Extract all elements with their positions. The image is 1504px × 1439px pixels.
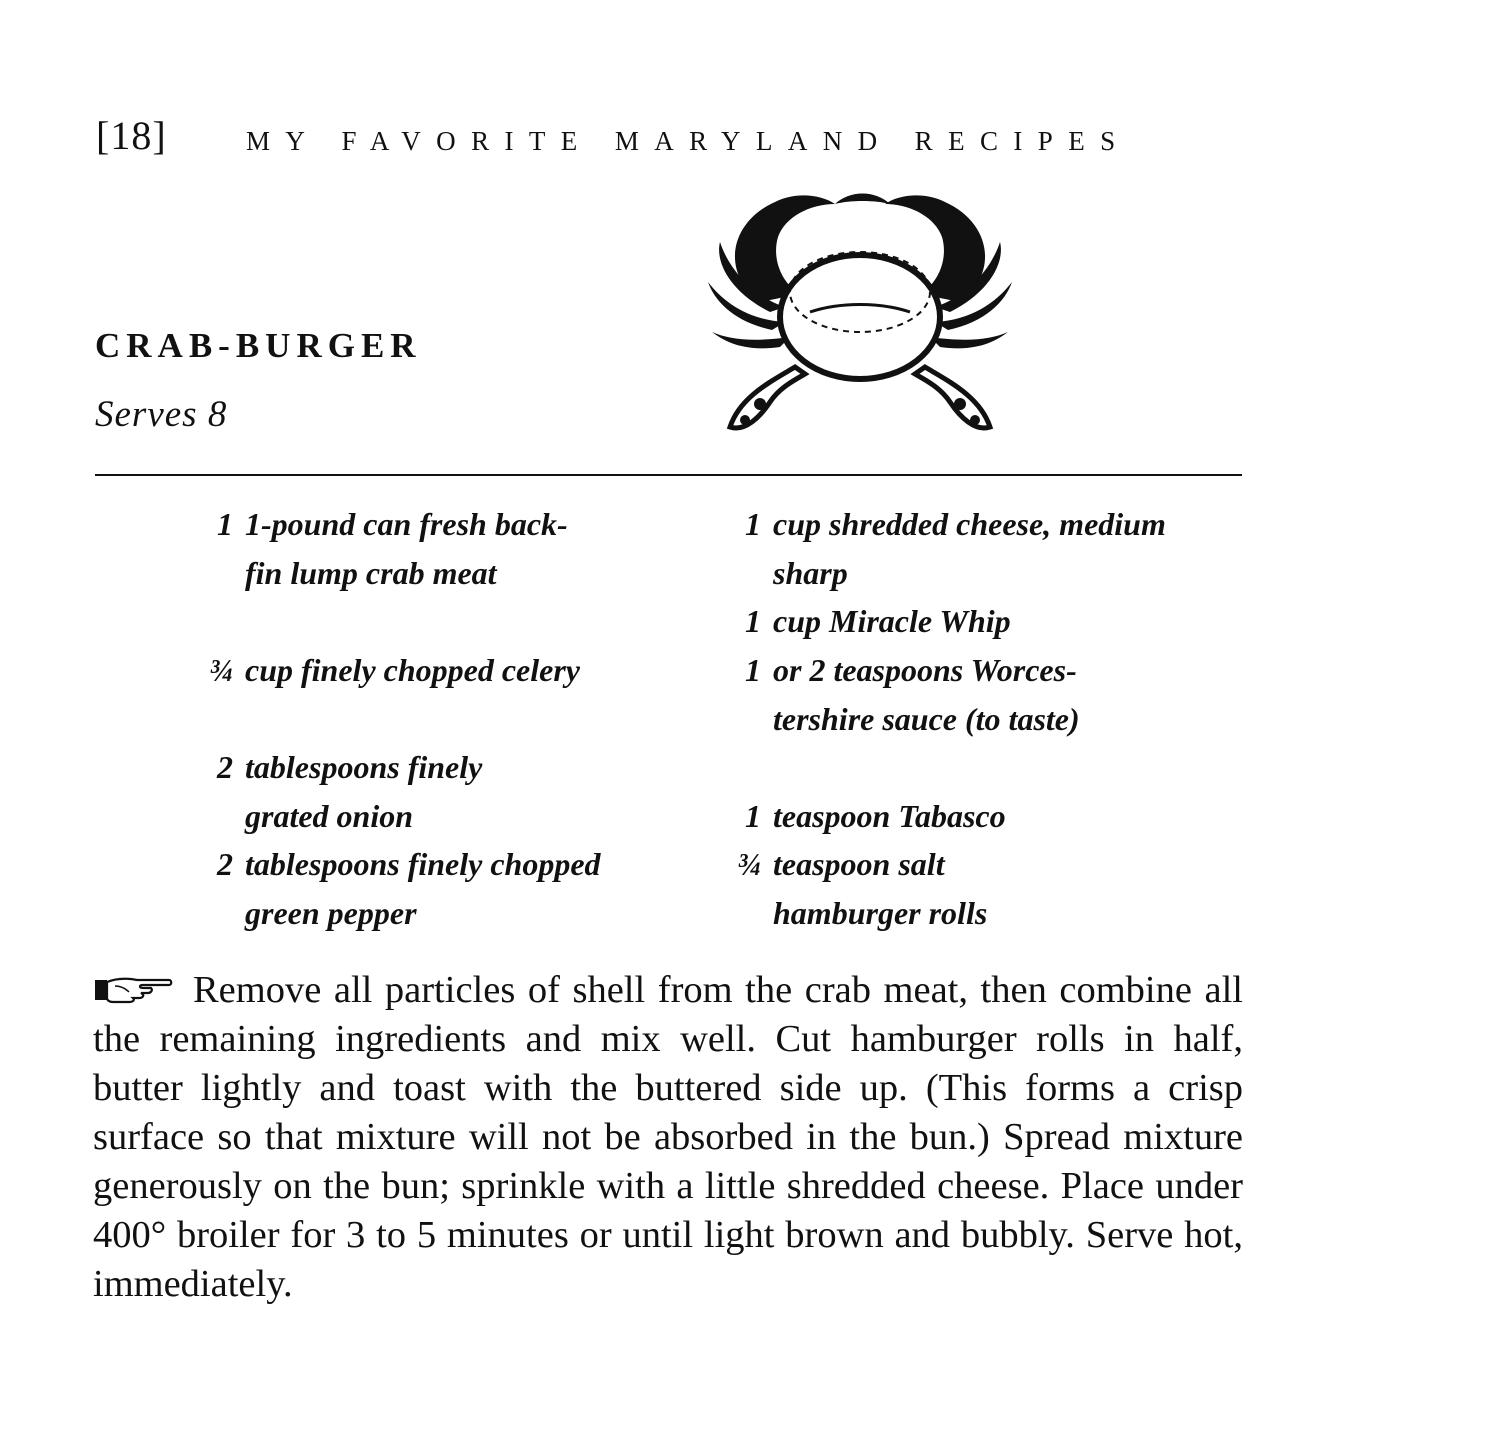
ingredient-text: tablespoons finely grated onion — [245, 749, 483, 834]
ingredient-qty: 1 — [745, 652, 761, 688]
ingredient-text: cup shredded cheese, medium sharp — [773, 506, 1166, 591]
instructions-text: Remove all particles of shell from the crab meat, then combine all the remaining ingredients and mix well. Cut hamburger rolls in half, butter lightly and toast with the buttered side up. (This forms a crisp surface so that mixture will not be absorbed in the bun.) Spread mixture generously on the bun; sprinkle with a little shredded cheese. Place under 400° broiler for 3 to 5 minutes or until light brown and bubbly. Serve hot, immediately. — [93, 969, 1243, 1305]
ingredient-text: tablespoons finely chopped green pepper — [245, 846, 601, 931]
ingredient-qty: 1 — [745, 798, 761, 834]
ingredient-item — [217, 840, 685, 937]
pointing-hand-icon — [93, 974, 173, 1004]
crab-icon — [700, 182, 1020, 442]
ingredient-qty: ¾ — [737, 846, 761, 882]
ingredient-qty: 2 — [217, 749, 233, 785]
ingredient-qty: 1 — [745, 603, 761, 639]
ingredient-list — [0, 500, 1504, 940]
ingredient-item — [773, 889, 1213, 938]
ingredient-item — [745, 597, 1213, 646]
ingredient-text: cup Miracle Whip — [773, 603, 1011, 639]
ingredient-qty: 1 — [745, 506, 761, 542]
ingredient-qty: ¾ — [209, 652, 233, 688]
ingredient-item — [745, 792, 1213, 841]
ingredient-text: hamburger rolls — [773, 895, 988, 931]
divider-rule — [95, 474, 1242, 476]
ingredient-item — [745, 646, 1213, 743]
ingredient-qty: 2 — [217, 846, 233, 882]
ingredient-item — [737, 840, 1213, 889]
recipe-serves: Serves 8 — [95, 394, 228, 435]
ingredient-text: cup finely chopped celery — [245, 652, 580, 688]
ingredient-text: teaspoon salt — [773, 846, 945, 882]
ingredient-qty: 1 — [217, 506, 233, 542]
ingredient-text: 1-pound can fresh back-fin lump crab meat — [245, 506, 568, 591]
ingredient-item — [745, 500, 1213, 597]
ingredient-text: or 2 teaspoons Worces-tershire sauce (to taste) — [773, 652, 1080, 737]
ingredient-item — [209, 646, 685, 695]
ingredient-text: teaspoon Tabasco — [773, 798, 1006, 834]
page-number: [18] — [96, 113, 167, 158]
ingredient-item — [217, 743, 685, 840]
recipe-title: CRAB-BURGER — [95, 326, 422, 365]
instructions — [93, 966, 1243, 1309]
running-title: MY FAVORITE MARYLAND RECIPES — [246, 126, 1131, 156]
ingredient-item — [217, 500, 685, 597]
